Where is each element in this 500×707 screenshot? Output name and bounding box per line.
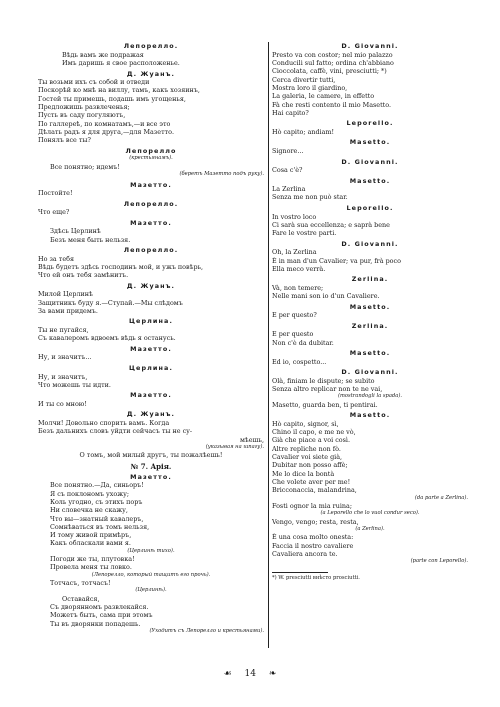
speaker-name: D. Giovanni. <box>341 239 399 248</box>
verse-line: Masetto, guarda ben, ti pentirai. <box>272 400 378 409</box>
verse-line: Какъ обласкали вами я. <box>50 539 131 548</box>
verse-line: Và, non temere; <box>272 283 324 292</box>
speaker-name: Zerlina. <box>351 275 389 284</box>
speaker-name: Мазетто. <box>130 344 172 353</box>
verse-line: Ни словечка не скажу, <box>50 506 128 515</box>
verse-line: Ну, и значитъ, <box>38 372 88 381</box>
verse-line: Здѣсь Церлинѣ <box>50 227 101 236</box>
speaker-name: Masetto. <box>349 176 391 185</box>
verse-line: Senza me non può star. <box>272 193 348 202</box>
verse-line: Olà, finiam le dispute; se subito <box>272 376 375 385</box>
verse-line: Ci sarà sua eccellenza; e saprà bene <box>272 220 390 229</box>
verse-line: Предложишь развлеченья; <box>38 103 130 112</box>
speaker-name: Leporello. <box>346 119 394 128</box>
verse-line: È una cosa molto onesta: <box>272 533 354 542</box>
verse-line: Но за тебя <box>38 254 74 263</box>
verse-line: Тотчасъ, тотчасъ! <box>50 579 111 588</box>
verse-line: Nelle mani son io d'un Cavaliere. <box>272 292 380 301</box>
speaker-name: Д. Жуанъ. <box>126 281 176 290</box>
verse-line: Cavaliera ancora te. <box>272 549 338 558</box>
stage-direction: (крестьянамъ). <box>129 155 173 162</box>
verse-line: Senza altro replicar non te ne vai, <box>272 385 383 394</box>
verse-line: Fare le vostre parti. <box>272 229 337 238</box>
footnote: *) W. presciutti внѣсто prosciutti. <box>272 574 360 581</box>
verse-line: Hò capito; andiam! <box>272 127 335 136</box>
verse-line: Oh, la Zerlina <box>272 248 317 257</box>
verse-line: Hai capito? <box>272 108 309 117</box>
verse-line: In vostro loco <box>272 212 317 221</box>
speaker-name: Мазетто. <box>130 472 172 481</box>
verse-line: E per questo <box>272 330 314 339</box>
verse-line: Ну, и значитъ... <box>38 353 92 362</box>
stage-direction: (Церлинѣ тихо). <box>127 547 175 554</box>
verse-line: Погоди же ты, плутовка! <box>50 555 135 564</box>
speaker-name: Мазетто. <box>130 180 172 189</box>
column-divider <box>268 42 269 648</box>
speaker-name: Лепорелло. <box>123 199 179 208</box>
footnote-rule <box>272 572 328 573</box>
verse-line: Fà che resti contento il mio Masetto. <box>272 100 391 109</box>
speaker-name: Церлина. <box>129 363 173 372</box>
stage-direction: (mostrandogli la spada). <box>337 393 403 400</box>
stage-direction: (a Zerlina). <box>355 525 385 532</box>
speaker-name: Masetto. <box>349 411 391 420</box>
speaker-name: Д. Жуанъ. <box>126 69 176 78</box>
verse-line: Безъ меня быть нельзя. <box>50 235 131 244</box>
verse-line: И тому живой примѣръ, <box>50 531 132 540</box>
verse-line: мѣешь, <box>239 435 264 444</box>
stage-direction: (parte con Leporello). <box>410 558 468 565</box>
verse-line: La Zerlina <box>272 185 306 194</box>
verse-line: Mostra loro il giardino, <box>272 83 348 92</box>
verse-line: E per questo? <box>272 311 317 320</box>
verse-line: Cavalier voi siete già, <box>272 453 343 462</box>
russian-text-column <box>38 40 264 635</box>
page-footer <box>0 668 500 680</box>
stage-direction: (указывая на шпагу). <box>205 443 264 450</box>
speaker-name: Лепорелло. <box>123 246 179 255</box>
page-number: 14 <box>244 669 256 679</box>
verse-line: Che volete aver per me! <box>272 477 351 486</box>
verse-line: Presto va con costor; nel mio palazzo <box>272 50 393 59</box>
stage-direction: (беретъ Мазетто подъ руку). <box>179 171 264 178</box>
verse-line: Chino il capo, e me ne vò, <box>272 428 356 437</box>
italian-text-column <box>272 40 468 582</box>
verse-line: Коль угодно, съ этихъ поръ <box>50 497 143 506</box>
speaker-name: Д. Жуанъ. <box>126 410 176 419</box>
verse-line: Signore... <box>272 147 304 156</box>
verse-line: Вѣдь будетъ здѣсь господинъ мой, и ужъ повѣрь, <box>38 263 204 272</box>
verse-line: Что вы—знатный кавалеръ, <box>50 514 144 523</box>
speaker-name: Masetto. <box>349 302 391 311</box>
verse-line: Vengo, vengo; resta, resta, <box>272 517 359 526</box>
verse-line: Fosti ognor la mia ruina; <box>272 501 352 510</box>
verse-line: Me lo dice la bontà <box>272 469 335 478</box>
verse-line: Что еще? <box>38 208 70 217</box>
stage-direction: (da parte a Zerlina). <box>414 494 468 501</box>
speaker-name: Мазетто. <box>130 218 172 227</box>
verse-line: Имъ даришь я свое расположенье. <box>62 59 180 68</box>
verse-line: Понялъ все ты? <box>38 136 91 145</box>
speaker-name: Leporello. <box>346 203 394 212</box>
verse-line: По галлереѣ, по комнатамъ,—и все это <box>38 119 171 128</box>
verse-line: Ты въ дворянки попадешь. <box>50 619 141 628</box>
verse-line: È in man d'un Cavalier; va pur, frà poco <box>272 256 401 265</box>
verse-line: Faccia il nostro cavaliere <box>272 541 354 550</box>
verse-line: Провела меня ты ловко. <box>50 563 132 572</box>
verse-line: Дѣлать радъ я для друга,—для Мазетто. <box>38 127 175 136</box>
stage-direction: (Лепорелло, который тащитъ его прочь). <box>91 571 211 578</box>
verse-line: Пусть въ саду погуляютъ, <box>38 111 126 120</box>
verse-line: Altre repliche non fò. <box>272 444 341 453</box>
verse-line: Cosa c'è? <box>272 166 303 175</box>
speaker-name: Masetto. <box>349 349 391 358</box>
speaker-name: D. Giovanni. <box>341 157 399 166</box>
verse-line: И ты со мною! <box>38 399 87 408</box>
verse-line: Все понятно; идемъ! <box>50 162 120 171</box>
verse-line: Già che piace a voi così. <box>272 436 350 445</box>
verse-line: Сомнѣваться въ томъ нельзя, <box>50 522 150 531</box>
verse-line: Безъ дальнихъ словъ уйдти сейчасъ ты не су- <box>38 427 193 436</box>
verse-line: Conducili sul fatto; ordina ch'abbiano <box>272 59 394 68</box>
verse-line: Милой Церлинѣ <box>38 290 93 299</box>
verse-line: Гостей ты примешь, подашь имъ угощенья, <box>38 94 186 103</box>
verse-line: Все понятно.—Да, синьоръ! <box>50 481 144 490</box>
verse-line: Я съ поклономъ ухожу; <box>50 489 130 498</box>
verse-line: Ella meco verrà. <box>272 264 326 273</box>
verse-line: Поскорѣй ко мнѣ на виллу, тамъ, какъ хозяинъ, <box>38 86 200 95</box>
verse-line: Ты не пугайся, <box>38 326 89 335</box>
verse-line: Что можешь ты идти. <box>38 380 111 389</box>
number-title: № 7. Арія. <box>130 461 172 471</box>
speaker-name: Zerlina. <box>351 321 389 330</box>
verse-line: Cioccolata, caffè, vini, presciutti; *) <box>272 67 387 76</box>
verse-line: Non c'è da dubitar. <box>272 338 334 347</box>
speaker-name: Лепорелло. <box>123 42 179 51</box>
speaker-name: Лепорелло <box>125 146 177 155</box>
verse-line: Ed io, cospetto... <box>272 357 327 366</box>
ornament-left-icon: ☙ <box>223 669 232 679</box>
verse-line: La galeria, le camere, in effetto <box>272 92 375 101</box>
speaker-name: Masetto. <box>349 138 391 147</box>
verse-line: Оставайся, <box>62 594 100 603</box>
verse-line: Что ей онъ тебя замѣнитъ. <box>38 271 129 280</box>
verse-line: Постойте! <box>38 189 73 198</box>
verse-line: Bricconaccia, malandrina, <box>272 486 357 495</box>
verse-line: Cerca divertir tutti, <box>272 75 336 84</box>
speaker-name: D. Giovanni. <box>341 368 399 377</box>
verse-line: Можетъ быть, сама при этомъ <box>50 611 153 620</box>
verse-line: Dubitar non posso affè; <box>272 461 348 470</box>
verse-line: Вѣдь вамъ же подражая <box>62 50 144 59</box>
verse-line: Молчи! Довольно спорить вамъ. Когда <box>38 418 170 427</box>
verse-line: Ты возьми ихъ съ собой и отведи <box>38 78 150 87</box>
verse-line: О томъ, мой милый другъ, ты пожалѣешь! <box>79 451 223 460</box>
ornament-right-icon: ❧ <box>268 669 277 679</box>
stage-direction: (a Leporello che lo vuol condur seco). <box>320 510 420 517</box>
verse-line: Съ дворянномъ развлекайся. <box>50 603 149 612</box>
speaker-name: Церлина. <box>129 317 173 326</box>
verse-line: За вами придемъ. <box>38 307 98 315</box>
verse-line: Hò capito, signor, sì, <box>272 419 339 428</box>
verse-line: Защитникъ буду я.—Ступай.—Мы слѣдомъ <box>38 298 183 307</box>
stage-direction: (Церлинѣ). <box>135 587 167 594</box>
verse-line: Съ кавалеромъ вдвоемъ вѣдь я останусь. <box>38 334 176 343</box>
stage-direction: (Уходитъ съ Лепорелло и крестьянами). <box>149 628 264 635</box>
speaker-name: Мазетто. <box>130 391 172 400</box>
speaker-name: D. Giovanni. <box>341 42 399 51</box>
